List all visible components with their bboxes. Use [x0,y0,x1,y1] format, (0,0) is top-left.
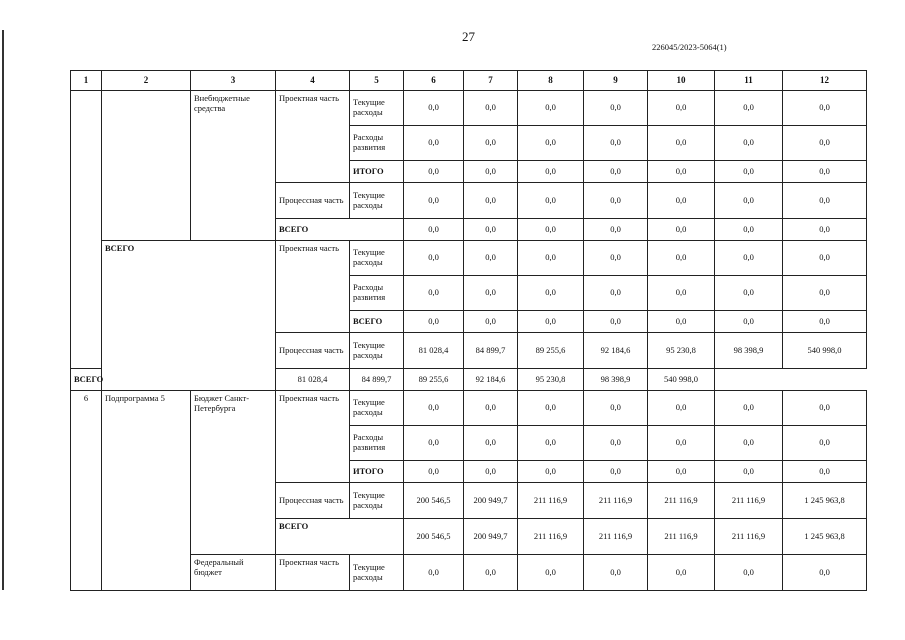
value-cell: 0,0 [518,391,584,426]
value-cell: 0,0 [404,183,464,219]
value-cell: 0,0 [404,276,464,311]
vsego-label: ВСЕГО [350,311,404,333]
value-cell: 0,0 [518,91,584,126]
funding-source-cell: Бюджет Санкт-Петербурга [191,391,276,555]
value-cell: 0,0 [404,241,464,276]
value-cell: 0,0 [584,311,648,333]
value-cell: 0,0 [518,426,584,461]
value-cell: 0,0 [518,555,584,591]
part-cell: Проектная часть [276,391,350,483]
value-cell: 0,0 [648,241,715,276]
value-cell: 0,0 [715,426,783,461]
value-cell: 0,0 [783,161,867,183]
table-row [71,241,867,276]
value-cell: 1 245 963,8 [783,519,867,555]
value-cell: 0,0 [584,183,648,219]
value-cell: 0,0 [648,219,715,241]
header-cell: 8 [518,71,584,91]
expense-type-cell: Текущие расходы [350,483,404,519]
program-cell [102,91,191,241]
part-cell: Проектная часть [276,555,350,591]
value-cell: 211 116,9 [584,483,648,519]
value-cell: 0,0 [783,126,867,161]
table-row [71,391,867,426]
value-cell: 540 998,0 [783,333,867,369]
value-cell: 95 230,8 [518,369,584,391]
value-cell: 0,0 [584,426,648,461]
value-cell: 0,0 [464,276,518,311]
value-cell: 0,0 [648,161,715,183]
value-cell: 540 998,0 [648,369,715,391]
value-cell: 0,0 [404,126,464,161]
value-cell: 0,0 [584,161,648,183]
expense-type-cell: Текущие расходы [350,241,404,276]
page-number: 27 [462,29,475,44]
value-cell: 95 230,8 [648,333,715,369]
value-cell: 0,0 [715,391,783,426]
value-cell: 0,0 [404,426,464,461]
row-number-cell [71,91,102,369]
value-cell: 0,0 [464,461,518,483]
value-cell: 0,0 [783,276,867,311]
expense-type-cell: Текущие расходы [350,333,404,369]
value-cell: 0,0 [783,311,867,333]
header-cell: 6 [404,71,464,91]
value-cell: 211 116,9 [518,519,584,555]
value-cell: 0,0 [404,461,464,483]
part-cell: Проектная часть [276,91,350,183]
value-cell: 0,0 [404,161,464,183]
header-cell: 2 [102,71,191,91]
value-cell: 0,0 [518,219,584,241]
value-cell: 0,0 [715,555,783,591]
value-cell: 200 546,5 [404,519,464,555]
value-cell: 211 116,9 [648,483,715,519]
value-cell: 0,0 [584,219,648,241]
value-cell: 0,0 [648,391,715,426]
value-cell: 92 184,6 [584,333,648,369]
value-cell: 0,0 [648,91,715,126]
value-cell: 98 398,9 [584,369,648,391]
value-cell: 0,0 [404,555,464,591]
header-cell: 12 [783,71,867,91]
value-cell: 0,0 [584,461,648,483]
value-cell: 0,0 [518,161,584,183]
value-cell: 0,0 [715,461,783,483]
expense-type-cell: Расходы развития [350,276,404,311]
value-cell: 0,0 [648,461,715,483]
value-cell: 0,0 [518,183,584,219]
value-cell: 0,0 [464,91,518,126]
vsego-label: ВСЕГО [276,519,404,555]
value-cell: 0,0 [584,555,648,591]
header-cell: 4 [276,71,350,91]
header-cell: 9 [584,71,648,91]
value-cell: 211 116,9 [715,519,783,555]
value-cell: 0,0 [464,426,518,461]
value-cell: 211 116,9 [518,483,584,519]
value-cell: 89 255,6 [518,333,584,369]
funding-source-cell: Внебюджетные средства [191,91,276,241]
itogo-label: ИТОГО [350,461,404,483]
value-cell: 0,0 [404,219,464,241]
value-cell: 0,0 [518,241,584,276]
value-cell: 0,0 [464,161,518,183]
document-reference: 226045/2023-5064(1) [652,42,727,52]
value-cell: 0,0 [648,555,715,591]
value-cell: 0,0 [404,311,464,333]
header-cell: 3 [191,71,276,91]
part-cell: Проектная часть [276,241,350,333]
header-cell: 10 [648,71,715,91]
value-cell: 0,0 [648,183,715,219]
expense-type-cell: Расходы развития [350,426,404,461]
value-cell: 0,0 [518,461,584,483]
value-cell: 0,0 [584,126,648,161]
value-cell: 0,0 [464,391,518,426]
value-cell: 81 028,4 [276,369,350,391]
value-cell: 84 899,7 [350,369,404,391]
value-cell: 0,0 [518,276,584,311]
value-cell: 0,0 [715,161,783,183]
total-label-cell: ВСЕГО [102,241,276,391]
value-cell: 0,0 [464,126,518,161]
value-cell: 0,0 [783,241,867,276]
vsego-label: ВСЕГО [71,369,191,391]
value-cell: 200 949,7 [464,519,518,555]
header-cell: 11 [715,71,783,91]
expense-type-cell: Текущие расходы [350,91,404,126]
value-cell: 0,0 [715,219,783,241]
table-row [71,369,867,391]
value-cell: 0,0 [648,276,715,311]
itogo-label: ИТОГО [350,161,404,183]
value-cell: 92 184,6 [464,369,518,391]
budget-table [70,70,867,591]
value-cell: 0,0 [648,311,715,333]
expense-type-cell: Текущие расходы [350,183,404,219]
table-row [71,91,867,126]
value-cell: 200 546,5 [404,483,464,519]
vsego-label: ВСЕГО [276,219,404,241]
value-cell: 0,0 [783,183,867,219]
table-row [71,555,867,591]
value-cell: 0,0 [783,426,867,461]
expense-type-cell: Текущие расходы [350,555,404,591]
value-cell: 0,0 [584,391,648,426]
value-cell: 81 028,4 [404,333,464,369]
value-cell: 0,0 [464,219,518,241]
value-cell: 1 245 963,8 [783,483,867,519]
part-cell: Процессная часть [276,483,350,519]
value-cell: 0,0 [783,91,867,126]
value-cell: 200 949,7 [464,483,518,519]
row-number-cell: 6 [71,391,102,591]
value-cell: 0,0 [518,126,584,161]
value-cell: 211 116,9 [715,483,783,519]
header-cell: 5 [350,71,404,91]
value-cell: 0,0 [783,391,867,426]
value-cell: 0,0 [584,91,648,126]
header-cell: 7 [464,71,518,91]
value-cell: 0,0 [584,276,648,311]
value-cell: 0,0 [518,311,584,333]
value-cell: 0,0 [464,241,518,276]
value-cell: 0,0 [584,241,648,276]
value-cell: 211 116,9 [584,519,648,555]
value-cell: 0,0 [783,555,867,591]
part-cell: Процессная часть [276,183,350,219]
value-cell: 0,0 [715,91,783,126]
value-cell: 0,0 [464,311,518,333]
value-cell: 0,0 [648,126,715,161]
value-cell: 0,0 [404,91,464,126]
expense-type-cell: Текущие расходы [350,391,404,426]
expense-type-cell: Расходы развития [350,126,404,161]
value-cell: 0,0 [783,219,867,241]
part-cell: Процессная часть [276,333,350,369]
value-cell: 98 398,9 [715,333,783,369]
value-cell: 211 116,9 [648,519,715,555]
program-cell: Подпрограмма 5 [102,391,191,591]
value-cell: 89 255,6 [404,369,464,391]
scan-edge [2,30,4,590]
table-header-row [71,71,867,91]
value-cell: 0,0 [715,183,783,219]
value-cell: 84 899,7 [464,333,518,369]
value-cell: 0,0 [783,461,867,483]
value-cell: 0,0 [715,311,783,333]
value-cell: 0,0 [464,555,518,591]
header-cell: 1 [71,71,102,91]
value-cell: 0,0 [715,241,783,276]
value-cell: 0,0 [404,391,464,426]
value-cell: 0,0 [464,183,518,219]
value-cell: 0,0 [715,126,783,161]
value-cell: 0,0 [715,276,783,311]
value-cell: 0,0 [648,426,715,461]
funding-source-cell: Федеральный бюджет [191,555,276,591]
